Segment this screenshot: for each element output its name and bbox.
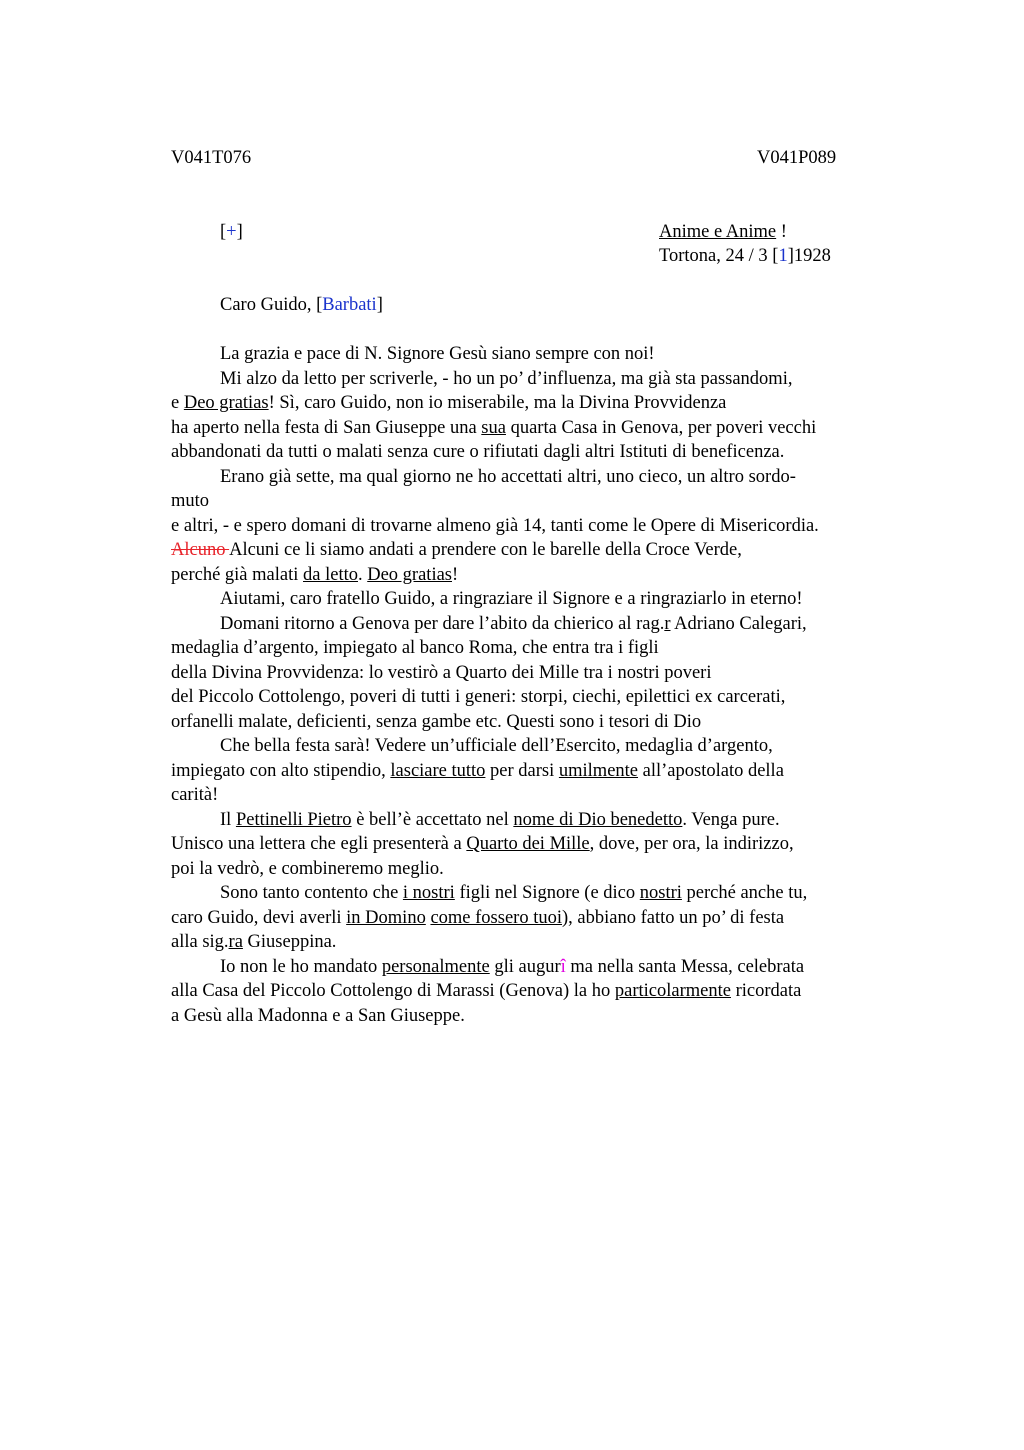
text-run: alla Casa del Piccolo Cottolengo di Marassi (Genova) la ho bbox=[171, 981, 615, 1001]
text-run: all’apostolato della bbox=[638, 760, 784, 781]
underlined-run: sua bbox=[481, 417, 506, 438]
text-run: Sono tanto contento che bbox=[220, 883, 403, 903]
underlined-run: particolarmente bbox=[614, 981, 731, 1001]
underlined-run: ra bbox=[228, 932, 243, 952]
body-line bbox=[171, 881, 911, 906]
salutation bbox=[220, 293, 383, 318]
body-line: del Piccolo Cottolengo, poveri di tutti i generi: storpi, ciechi, epilettici ex carcerati, bbox=[171, 687, 786, 707]
underlined-run: da letto bbox=[303, 564, 358, 585]
text-run: alla sig. bbox=[171, 932, 229, 952]
body-line bbox=[171, 930, 911, 955]
date-note: 1 bbox=[778, 246, 788, 266]
body-line bbox=[171, 538, 911, 563]
text-run: Alcuni ce li siamo andati a prendere con le barelle della Croce Verde, bbox=[229, 540, 742, 560]
text-run: , dove, per ora, la indirizzo, bbox=[589, 834, 794, 854]
motto-text: Anime e Anime bbox=[659, 222, 777, 242]
cross-mark bbox=[220, 220, 243, 245]
text-run: Il bbox=[220, 809, 236, 830]
plus-sign: + bbox=[226, 222, 237, 242]
body-line bbox=[171, 979, 911, 1004]
text-run: ma nella santa Messa, celebrata bbox=[565, 956, 805, 977]
corrected-letter: î bbox=[560, 956, 566, 977]
underlined-run: in Domino bbox=[346, 907, 426, 928]
text-run: perché già malati bbox=[171, 564, 304, 585]
body-line bbox=[171, 612, 911, 637]
archive-code-right: V041P089 bbox=[757, 148, 837, 168]
underlined-run: lasciare tutto bbox=[390, 760, 486, 781]
body-line: della Divina Provvidenza: lo vestirò a Quarto dei Mille tra i nostri poveri bbox=[171, 662, 712, 683]
text-run: ), abbiano fatto un po’ di festa bbox=[561, 907, 785, 928]
archive-code-left: V041T076 bbox=[171, 148, 252, 168]
underlined-run: nostri bbox=[639, 883, 682, 903]
text-run: e bbox=[171, 393, 184, 413]
text-run: perché anche tu, bbox=[681, 883, 808, 903]
text-run: ! Sì, caro Guido, non io miserabile, ma la Divina Provvidenza bbox=[268, 393, 727, 413]
underlined-run: Deo gratias bbox=[183, 393, 269, 413]
body-line: e altri, - e spero domani di trovarne almeno già 14, tanti come le Opere di Misericordia. bbox=[171, 515, 819, 536]
underlined-run: come fossero tuoi bbox=[430, 907, 562, 928]
salutation-text: Caro Guido, [ bbox=[220, 295, 323, 315]
text-run: . Venga pure. bbox=[682, 809, 780, 830]
body-line: Che bella festa sarà! Vedere un’ufficiale dell’Esercito, medaglia d’argento, bbox=[220, 736, 773, 756]
body-line: muto bbox=[171, 491, 210, 511]
underlined-run: i nostri bbox=[402, 883, 455, 903]
body-line: medaglia d’argento, impiegato al banco Roma, che entra tra i figli bbox=[171, 638, 659, 658]
text-run: Domani ritorno a Genova per dare l’abito da chierico al rag. bbox=[220, 613, 665, 634]
body-line: poi la vedrò, e combineremo meglio. bbox=[171, 858, 444, 879]
text-run: quarta Casa in Genova, per poveri vecchi bbox=[505, 417, 817, 438]
body-line bbox=[171, 416, 911, 441]
text-run: impiegato con alto stipendio, bbox=[171, 760, 391, 781]
underlined-run: nome di Dio benedetto bbox=[513, 809, 683, 830]
letter-date bbox=[659, 244, 831, 269]
bracket-open: [ bbox=[220, 222, 227, 242]
text-run: Unisco una lettera che egli presenterà a bbox=[171, 834, 467, 854]
text-run: caro Guido, devi averli bbox=[171, 907, 347, 928]
body-line: La grazia e pace di N. Signore Gesù siano sempre con noi! bbox=[220, 344, 655, 364]
underlined-run: Quarto dei Mille bbox=[466, 834, 590, 854]
body-line: Erano già sette, ma qual giorno ne ho accettati altri, uno cieco, un altro sordo- bbox=[220, 466, 796, 487]
body-line: Aiutami, caro fratello Guido, a ringraziare il Signore e a ringraziarlo in eterno! bbox=[220, 589, 803, 609]
underlined-run: Pettinelli Pietro bbox=[235, 809, 352, 830]
body-line bbox=[171, 391, 911, 416]
date-place: Tortona, 24 / 3 [ bbox=[659, 246, 779, 266]
text-run: Adriano Calegari, bbox=[670, 613, 807, 634]
body-line bbox=[171, 906, 911, 931]
text-run: Io non le ho mandato bbox=[220, 956, 382, 977]
bracket-close: ] bbox=[236, 222, 243, 242]
letter-motto bbox=[659, 220, 787, 245]
recipient-surname: Barbati bbox=[322, 295, 377, 315]
underlined-run: personalmente bbox=[381, 956, 490, 977]
body-line bbox=[171, 759, 911, 784]
body-line bbox=[171, 808, 911, 833]
text-run: ! bbox=[452, 564, 459, 585]
text-run: per darsi bbox=[485, 760, 559, 781]
underlined-run: r bbox=[664, 613, 671, 634]
body-line bbox=[171, 832, 911, 857]
body-line bbox=[171, 563, 911, 588]
body-line: carità! bbox=[171, 785, 219, 805]
text-run: figli nel Signore (e dico bbox=[454, 883, 640, 903]
text-run: . bbox=[357, 564, 368, 585]
text-run: ricordata bbox=[730, 981, 802, 1001]
text-run: ha aperto nella festa di San Giuseppe una bbox=[171, 417, 482, 438]
date-year: ]1928 bbox=[787, 246, 831, 266]
motto-tail: ! bbox=[776, 222, 787, 242]
text-run: gli augur bbox=[489, 956, 561, 977]
body-line: abbandonati da tutti o malati senza cure o rifiutati dagli altri Istituti di beneficenza. bbox=[171, 442, 785, 462]
text-run: è bell’è accettato nel bbox=[351, 809, 514, 830]
body-line: orfanelli malate, deficienti, senza gambe etc. Questi sono i tesori di Dio bbox=[171, 711, 702, 732]
salutation-close: ] bbox=[376, 295, 383, 315]
text-run: Giuseppina. bbox=[242, 932, 337, 952]
underlined-run: Deo gratias bbox=[367, 564, 452, 585]
underlined-run: umilmente bbox=[558, 760, 639, 781]
struck-word: Alcuno bbox=[171, 540, 230, 560]
letter-body bbox=[171, 342, 911, 1028]
body-line: a Gesù alla Madonna e a San Giuseppe. bbox=[171, 1005, 465, 1026]
body-line bbox=[171, 955, 911, 980]
body-line: Mi alzo da letto per scriverle, - ho un po’ d’influenza, ma già sta passandomi, bbox=[220, 368, 793, 389]
